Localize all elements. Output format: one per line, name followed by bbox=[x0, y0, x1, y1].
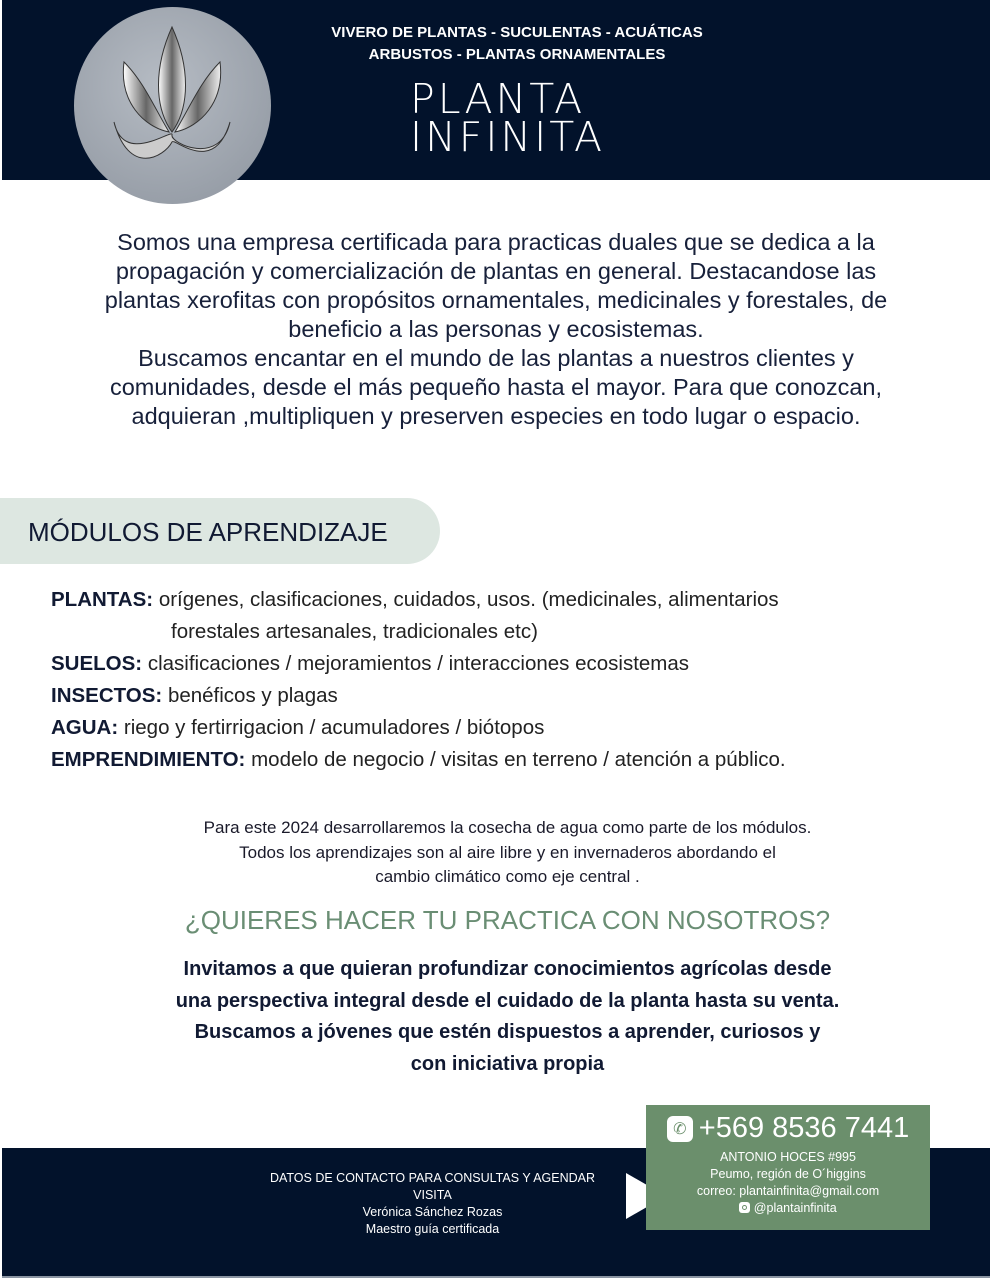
brand-name: PLANTA INFINITA bbox=[410, 75, 606, 161]
modules-heading: MÓDULOS DE APRENDIZAJE bbox=[0, 498, 440, 564]
city: Peumo, región de O´higgins bbox=[710, 1167, 866, 1181]
tagline: ARBUSTOS - PLANTAS ORNAMENTALES bbox=[368, 46, 666, 63]
instagram-icon bbox=[739, 1202, 750, 1213]
instagram-handle[interactable]: @plantainfinita bbox=[753, 1201, 837, 1215]
list-item: EMPRENDIMIENTO: modelo de negocio / visitas en terreno / atención a público. bbox=[51, 748, 786, 771]
list-item: PLANTAS: orígenes, clasificaciones, cuidados, usos. (medicinales, alimentarios bbox=[51, 588, 779, 611]
email[interactable]: correo: plantainfinita@gmail.com bbox=[696, 1184, 880, 1198]
lotus-logo bbox=[74, 7, 271, 204]
invite-paragraph: Invitamos a que quieran profundizar conocimientos agrícolas desde una perspectiva integral desde el cuidado de la planta hasta su venta. Buscamos a jóvenes que estén dispuestos a aprender, curiosos y con iniciativa propia bbox=[175, 958, 840, 1075]
list-item: SUELOS: clasificaciones / mejoramientos / interacciones ecosistemas bbox=[51, 652, 690, 675]
contact-info: DATOS DE CONTACTO PARA CONSULTAS Y AGENDAR VISITA Verónica Sánchez Rozas Maestro guía certificada bbox=[269, 1171, 596, 1236]
intro-paragraph: Somos una empresa certificada para practicas duales que se dedica a la propagación y comercialización de plantas en general. Destacandose las plantas xerofitas con propósitos ornamentales, medicinales y forestales, de beneficio a las personas y ecosistemas. Buscamos encantar en el mundo de las plantas a nuestros clientes y comunidades, desde el más pequeño hasta el mayor. Para que conozcan, adquieran ,multipliquen y preserven especies en todo lugar o espacio. bbox=[104, 229, 888, 429]
tagline: VIVERO DE PLANTAS - SUCULENTAS - ACUÁTICAS bbox=[331, 24, 703, 41]
contact-box bbox=[646, 1105, 930, 1230]
whatsapp-icon: ✆ bbox=[667, 1116, 693, 1142]
list-item: AGUA: riego y fertirrigacion / acumuladores / biótopos bbox=[51, 716, 545, 739]
list-item-continuation: forestales artesanales, tradicionales etc) bbox=[171, 620, 538, 643]
list-item: INSECTOS: benéficos y plagas bbox=[51, 684, 338, 707]
modules-list bbox=[51, 584, 786, 776]
note-2024: Para este 2024 desarrollaremos la cosecha de agua como parte de los módulos. Todos los aprendizajes son al aire libre y en invernaderos abordando el cambio climático como eje central . bbox=[203, 818, 812, 886]
address: ANTONIO HOCES #995 bbox=[720, 1150, 856, 1164]
question-heading: ¿QUIERES HACER TU PRACTICA CON NOSOTROS? bbox=[184, 905, 831, 935]
phone-number[interactable]: +569 8536 7441 bbox=[698, 1112, 910, 1144]
